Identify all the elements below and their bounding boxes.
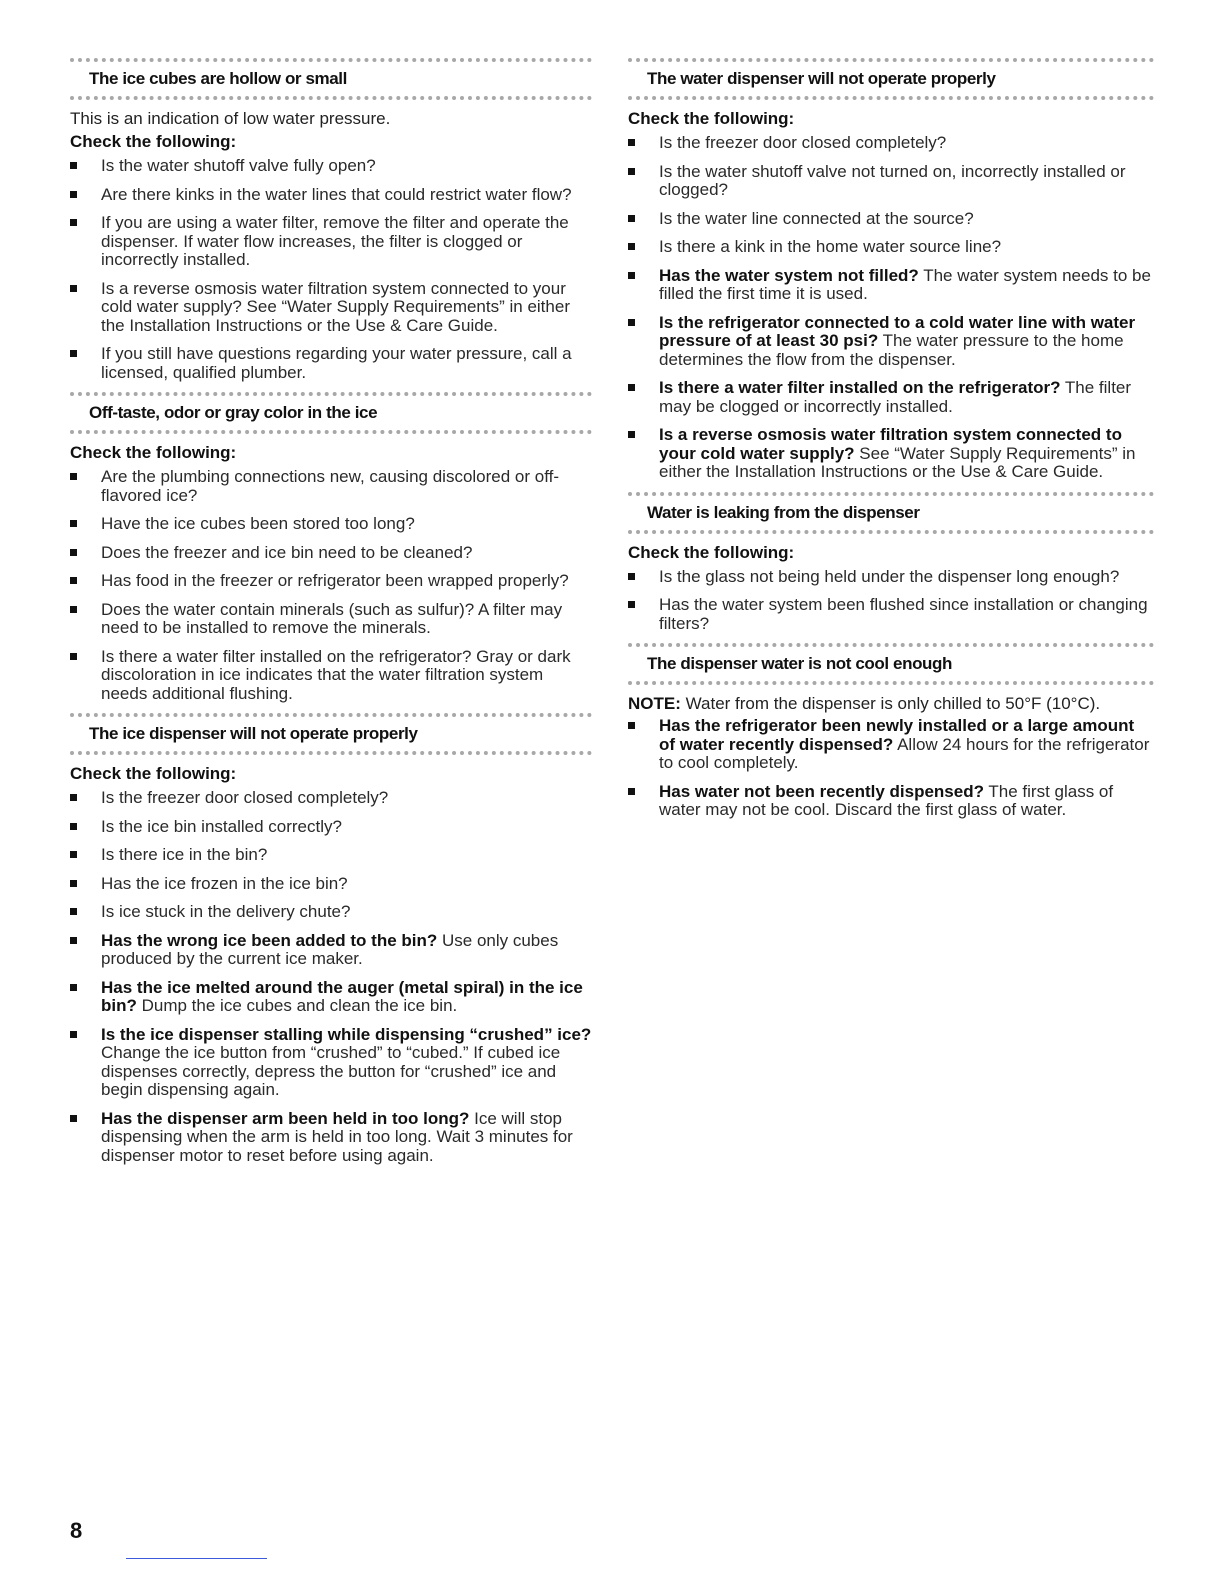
check-following-label: Check the following:: [70, 132, 237, 151]
checklist-item: [628, 568, 1154, 587]
square-bullet-icon: [70, 350, 77, 357]
square-bullet-icon: [70, 908, 77, 915]
item-text: Is the water shutoff valve fully open?: [101, 156, 376, 175]
item-question-bold: Is the ice dispenser stalling while dispensing “crushed” ice?: [101, 1024, 592, 1044]
checklist-item: [628, 426, 1154, 482]
checklist-item: [628, 267, 1154, 304]
checklist: [628, 717, 1154, 820]
item-text: Is the glass not being held under the dispenser long enough?: [659, 566, 1120, 586]
item-text: Allow 24 hours for the refrigerator to cool completely.: [659, 734, 1150, 772]
item-text: Have the ice cubes been stored too long?: [101, 514, 415, 533]
item-text: Is ice stuck in the delivery chute?: [101, 902, 351, 921]
item-text: The filter may be clogged or incorrectly installed.: [659, 378, 1132, 416]
item-text: Is there a kink in the home water source line?: [659, 237, 1002, 256]
square-bullet-icon: [70, 285, 77, 292]
checklist-item: [70, 1026, 592, 1100]
square-bullet-icon: [70, 851, 77, 858]
item-question-bold: Has the refrigerator been newly installed or a large amount of water recently dispensed?: [659, 716, 1135, 754]
checklist-item: [628, 163, 1154, 200]
section-header: [628, 643, 1154, 685]
square-bullet-icon: [628, 722, 635, 729]
check-following-label: Check the following:: [628, 109, 795, 128]
checklist-item: [70, 818, 592, 837]
item-text: Has the ice frozen in the ice bin?: [101, 873, 348, 893]
checklist-item: [628, 717, 1154, 773]
square-bullet-icon: [70, 520, 77, 527]
left-column: [70, 58, 592, 1175]
square-bullet-icon: [70, 880, 77, 887]
checklist-item: [70, 875, 592, 894]
section-intro: This is an indication of low water pressure.: [70, 109, 391, 128]
item-text: Has the water system been flushed since installation or changing filters?: [659, 595, 1148, 633]
item-text: Dump the ice cubes and clean the ice bin.: [136, 996, 458, 1015]
checklist-item: [70, 1110, 592, 1166]
item-text: Is there a water filter installed on the refrigerator? Gray or dark discoloration in ice indicates that the water filtration system needs additional flushing.: [101, 646, 571, 703]
troubleshooting-section: [70, 713, 592, 1165]
item-text: See “Water Supply Requirements” in either the Installation Instructions or the Use & Care Guide.: [659, 443, 1136, 481]
footer-link-line: [126, 1558, 267, 1559]
checklist-item: [70, 572, 592, 591]
item-text: Is the water shutoff valve not turned on, incorrectly installed or clogged?: [659, 161, 1126, 199]
square-bullet-icon: [628, 384, 635, 391]
item-question-bold: Has the wrong ice been added to the bin?: [101, 930, 438, 950]
square-bullet-icon: [70, 577, 77, 584]
item-text: Is the ice bin installed correctly?: [101, 816, 342, 836]
checklist-item: [70, 601, 592, 638]
square-bullet-icon: [70, 473, 77, 480]
check-following-label: Check the following:: [70, 443, 237, 462]
section-title: The ice cubes are hollow or small: [89, 69, 347, 88]
item-text: Use only cubes produced by the current ice maker.: [101, 930, 559, 968]
item-question-bold: Has the ice melted around the auger (metal spiral) in the ice bin?: [101, 977, 583, 1015]
check-following-label: Check the following:: [70, 764, 237, 783]
checklist-item: [628, 314, 1154, 370]
section-header: [70, 58, 592, 100]
item-question-bold: Has water not been recently dispensed?: [659, 781, 984, 801]
item-text: Is the freezer door closed completely?: [659, 133, 947, 152]
square-bullet-icon: [628, 272, 635, 279]
square-bullet-icon: [70, 937, 77, 944]
checklist-item: [628, 379, 1154, 416]
square-bullet-icon: [70, 191, 77, 198]
checklist-item: [70, 903, 592, 922]
item-question-bold: Is the refrigerator connected to a cold water line with water pressure of at least 30 psi?: [659, 312, 1136, 350]
troubleshooting-section: [70, 58, 592, 382]
checklist-item: [70, 345, 592, 382]
item-text: If you are using a water filter, remove the filter and operate the dispenser. If water flow increases, the filter is clogged or incorrectly installed.: [101, 213, 569, 269]
section-header: [70, 392, 592, 434]
square-bullet-icon: [628, 788, 635, 795]
checklist-item: [70, 515, 592, 534]
checklist: [70, 468, 592, 703]
item-text: Has food in the freezer or refrigerator been wrapped properly?: [101, 571, 569, 590]
item-text: Is the freezer door closed completely?: [101, 788, 389, 807]
note-text: Water from the dispenser is only chilled to 50°F (10°C).: [680, 694, 1101, 713]
troubleshooting-section: [628, 58, 1154, 482]
item-text: The water pressure to the home determines the flow from the dispenser.: [659, 331, 1124, 369]
square-bullet-icon: [70, 219, 77, 226]
section-title: The ice dispenser will not operate properly: [89, 724, 418, 743]
section-header: [70, 713, 592, 755]
item-question-bold: Is a reverse osmosis water filtration system connected to your cold water supply?: [659, 425, 1122, 463]
checklist-item: [628, 134, 1154, 153]
checklist: [70, 789, 592, 1165]
checklist-item: [628, 210, 1154, 229]
checklist-item: [628, 596, 1154, 633]
item-text: The water system needs to be filled the first time it is used.: [659, 265, 1151, 303]
square-bullet-icon: [70, 606, 77, 613]
section-header: [628, 492, 1154, 534]
checklist-item: [70, 789, 592, 808]
square-bullet-icon: [70, 794, 77, 801]
item-text: Change the ice button from “crushed” to “cubed.” If cubed ice dispenses correctly, depress the button for “crushed” ice and begin dispensing again.: [101, 1043, 561, 1099]
item-text: Are there kinks in the water lines that could restrict water flow?: [101, 184, 572, 204]
checklist: [70, 157, 592, 382]
square-bullet-icon: [70, 984, 77, 991]
square-bullet-icon: [628, 243, 635, 250]
item-text: Does the freezer and ice bin need to be cleaned?: [101, 542, 473, 562]
item-text: Is there ice in the bin?: [101, 845, 268, 864]
item-question-bold: Is there a water filter installed on the refrigerator?: [659, 378, 1061, 397]
section-header: [628, 58, 1154, 100]
square-bullet-icon: [628, 601, 635, 608]
square-bullet-icon: [628, 319, 635, 326]
square-bullet-icon: [628, 215, 635, 222]
note-label: NOTE:: [628, 694, 681, 713]
item-text: Is the water line connected at the source?: [659, 208, 974, 228]
square-bullet-icon: [70, 549, 77, 556]
square-bullet-icon: [70, 823, 77, 830]
item-question-bold: Has the dispenser arm been held in too long?: [101, 1108, 470, 1128]
checklist-item: [70, 157, 592, 176]
check-following-label: Check the following:: [628, 542, 795, 562]
section-title: Water is leaking from the dispenser: [647, 502, 920, 522]
square-bullet-icon: [628, 573, 635, 580]
checklist-item: [70, 214, 592, 270]
right-column: [628, 58, 1154, 830]
square-bullet-icon: [70, 1031, 77, 1038]
item-text: Are the plumbing connections new, causing discolored or off-flavored ice?: [101, 467, 560, 505]
item-text: If you still have questions regarding your water pressure, call a licensed, qualified plumber.: [101, 344, 572, 382]
troubleshooting-section: [70, 392, 592, 703]
checklist-item: [70, 186, 592, 205]
section-note: [628, 694, 1154, 713]
troubleshooting-section: [628, 492, 1154, 634]
checklist-item: [70, 932, 592, 969]
section-title: The dispenser water is not cool enough: [647, 654, 953, 673]
item-question-bold: Has the water system not filled?: [659, 265, 919, 285]
checklist-item: [70, 979, 592, 1016]
checklist: [628, 568, 1154, 634]
item-text: Does the water contain minerals (such as sulfur)? A filter may need to be installed to remove the minerals.: [101, 599, 563, 637]
page-number: 8: [70, 1518, 83, 1543]
checklist-item: [70, 280, 592, 336]
troubleshooting-section: [628, 643, 1154, 820]
square-bullet-icon: [70, 162, 77, 169]
item-text: Ice will stop dispensing when the arm is held in too long. Wait 3 minutes for dispenser motor to reset before using again.: [101, 1108, 573, 1165]
square-bullet-icon: [628, 139, 635, 146]
item-text: Is a reverse osmosis water filtration system connected to your cold water supply? See “Water Supply Requirements” in either the Installation Instructions or the Use & Care Guide.: [101, 278, 570, 335]
square-bullet-icon: [628, 431, 635, 438]
checklist-item: [70, 846, 592, 865]
checklist-item: [628, 238, 1154, 257]
square-bullet-icon: [70, 1115, 77, 1122]
section-title: The water dispenser will not operate properly: [647, 69, 996, 88]
square-bullet-icon: [70, 653, 77, 660]
checklist-item: [70, 648, 592, 704]
item-text: The first glass of water may not be cool. Discard the first glass of water.: [659, 781, 1114, 819]
checklist-item: [628, 783, 1154, 820]
section-title: Off-taste, odor or gray color in the ice: [89, 403, 378, 422]
checklist-item: [70, 544, 592, 563]
checklist-item: [70, 468, 592, 505]
square-bullet-icon: [628, 168, 635, 175]
checklist: [628, 134, 1154, 482]
